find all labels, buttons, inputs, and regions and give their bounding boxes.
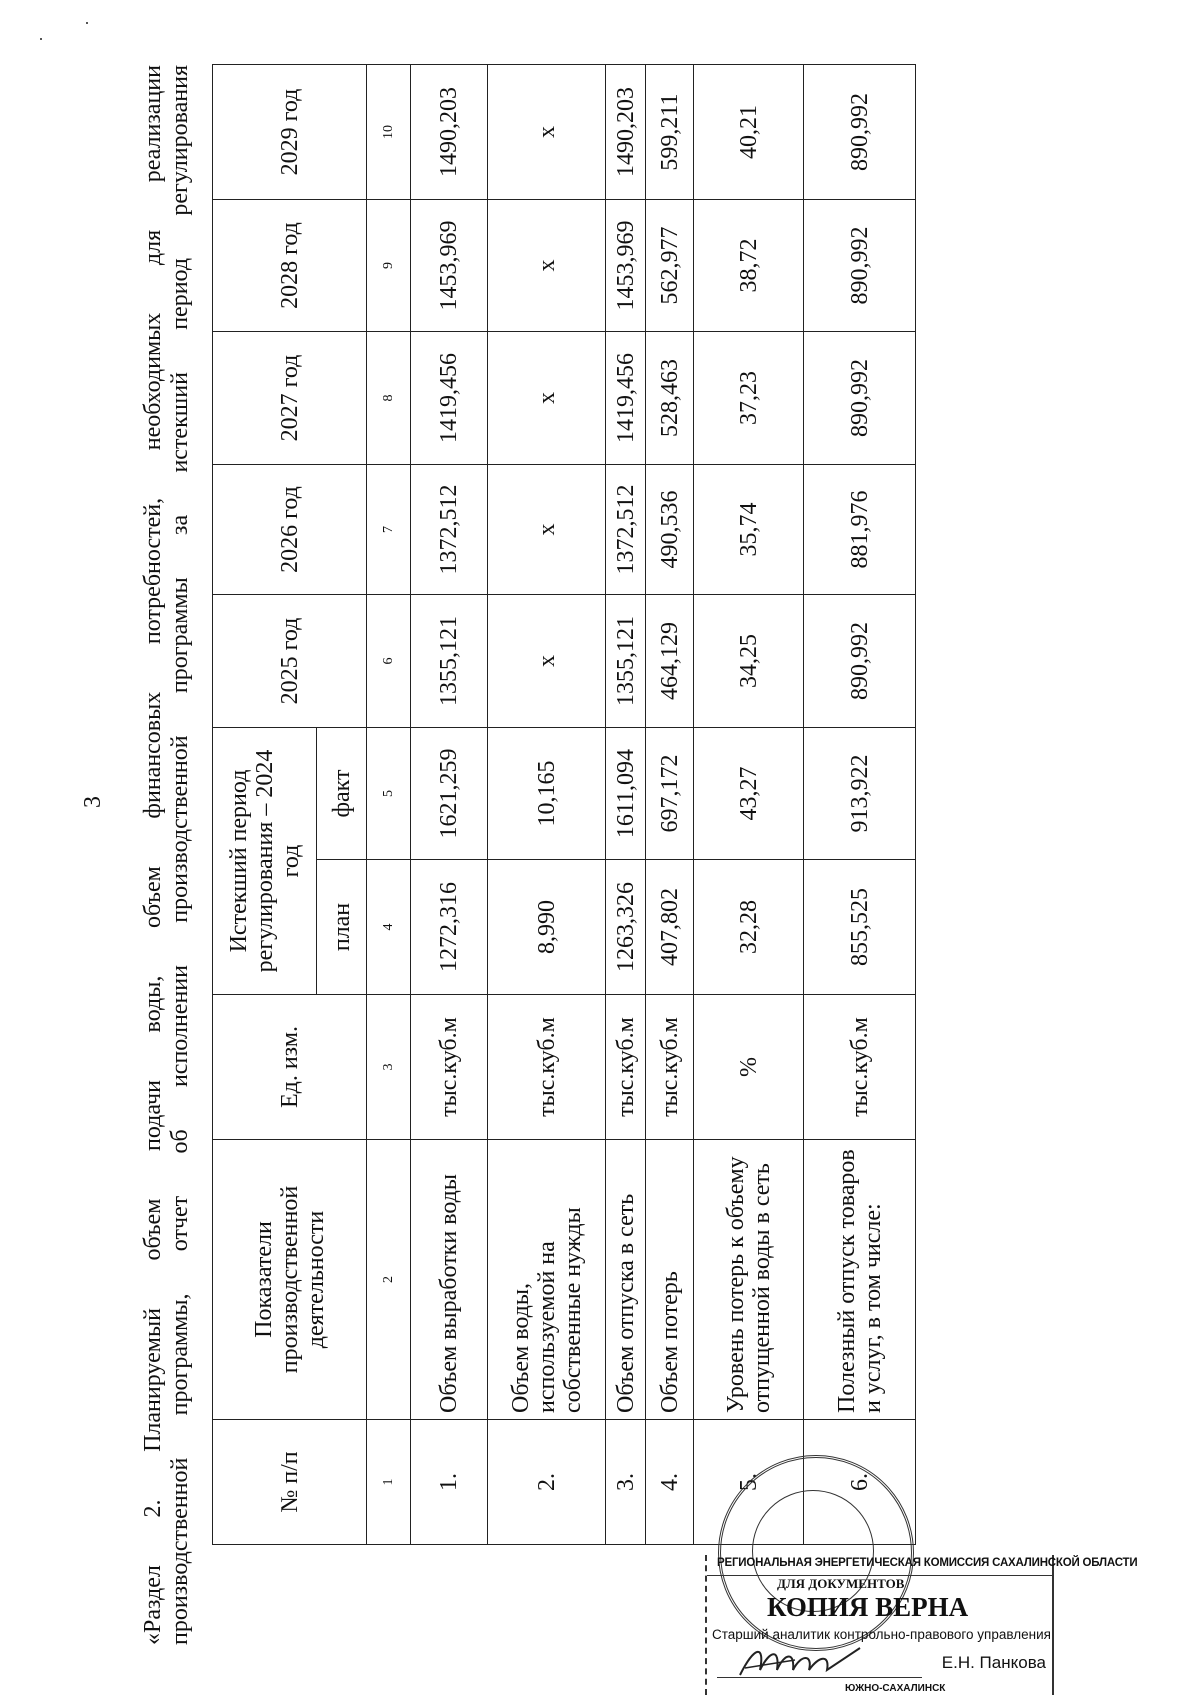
row-2027: 37,23 <box>694 332 804 465</box>
header-2028: 2028 год <box>213 200 367 332</box>
scan-speck <box>40 38 42 40</box>
header-fact: факт <box>317 728 367 860</box>
row-2027: 890,992 <box>804 332 916 465</box>
row-indicator: Объем воды, используемой на собственные нужды <box>488 1140 606 1420</box>
col-number: 1 <box>367 1420 411 1545</box>
row-indicator: Объем потерь <box>646 1140 694 1420</box>
seal-text: ДЛЯ ДОКУМЕНТОВ <box>777 1576 905 1591</box>
row-plan: 407,802 <box>646 860 694 995</box>
header-indicator: Показатели производственной деятельности <box>213 1140 367 1420</box>
row-fact: 1611,094 <box>606 728 646 860</box>
row-2025: 1355,121 <box>606 595 646 728</box>
table-row <box>606 65 646 1545</box>
row-unit: тыс.куб.м <box>411 995 488 1140</box>
row-unit: % <box>694 995 804 1140</box>
stamp-header: КОПИЯ ВЕРНА <box>767 1592 969 1622</box>
row-fact: 1621,259 <box>411 728 488 860</box>
table-row <box>411 65 488 1545</box>
row-num: 5. <box>694 1420 804 1545</box>
row-2025: 1355,121 <box>411 595 488 728</box>
header-2027: 2027 год <box>213 332 367 465</box>
section-title-line-2: производственной программы, отчет об исполнении производственной программы за истекший период регулирования <box>167 65 193 1645</box>
stamp-position: Старший аналитик контрольно-правового управления <box>712 1627 1051 1642</box>
row-fact: 913,922 <box>804 728 916 860</box>
section-title-line-1: «Раздел 2. Планируемый объем подачи воды, объем финансовых потребностей, необходимых для реализации <box>140 65 166 1645</box>
row-2027: 1419,456 <box>411 332 488 465</box>
row-2025: 890,992 <box>804 595 916 728</box>
row-2027: 1419,456 <box>606 332 646 465</box>
table-row <box>804 65 916 1545</box>
row-plan: 855,525 <box>804 860 916 995</box>
row-2026: 1372,512 <box>411 465 488 595</box>
row-2027: 528,463 <box>646 332 694 465</box>
table-row <box>488 65 606 1545</box>
row-indicator: Объем выработки воды <box>411 1140 488 1420</box>
production-program-table <box>212 64 916 1545</box>
header-2025: 2025 год <box>213 595 367 728</box>
row-2029: 40,21 <box>694 65 804 200</box>
col-number: 2 <box>367 1140 411 1420</box>
row-indicator: Полезный отпуск товаров и услуг, в том числе: <box>804 1140 916 1420</box>
row-unit: тыс.куб.м <box>606 995 646 1140</box>
row-2029: 1490,203 <box>606 65 646 200</box>
row-2028: 890,992 <box>804 200 916 332</box>
row-plan: 1272,316 <box>411 860 488 995</box>
header-past-period: Истекший период регулирования – 2024 год <box>213 728 317 995</box>
row-num: 4. <box>646 1420 694 1545</box>
row-plan: 32,28 <box>694 860 804 995</box>
row-plan: 1263,326 <box>606 860 646 995</box>
col-number: 5 <box>367 728 411 860</box>
row-fact: 10,165 <box>488 728 606 860</box>
row-2026: 490,536 <box>646 465 694 595</box>
row-2026: 881,976 <box>804 465 916 595</box>
row-2025: 464,129 <box>646 595 694 728</box>
row-num: 6. <box>804 1420 916 1545</box>
row-2025: х <box>488 595 606 728</box>
table-row <box>694 65 804 1545</box>
col-number: 6 <box>367 595 411 728</box>
row-num: 1. <box>411 1420 488 1545</box>
row-indicator: Уровень потерь к объему отпущенной воды в сеть <box>694 1140 804 1420</box>
row-num: 2. <box>488 1420 606 1545</box>
row-unit: тыс.куб.м <box>488 995 606 1140</box>
seal-city: ЮЖНО-САХАЛИНСК <box>845 1683 946 1694</box>
col-number: 4 <box>367 860 411 995</box>
row-2026: 1372,512 <box>606 465 646 595</box>
header-2029: 2029 год <box>213 65 367 200</box>
row-num: 3. <box>606 1420 646 1545</box>
row-fact: 43,27 <box>694 728 804 860</box>
header-num: № п/п <box>213 1420 367 1545</box>
col-number: 8 <box>367 332 411 465</box>
scan-speck <box>86 22 88 24</box>
row-2027: х <box>488 332 606 465</box>
col-number: 7 <box>367 465 411 595</box>
row-indicator: Объем отпуска в сеть <box>606 1140 646 1420</box>
page-number: 3 <box>80 796 106 808</box>
header-plan: план <box>317 860 367 995</box>
row-unit: тыс.куб.м <box>804 995 916 1140</box>
row-2029: х <box>488 65 606 200</box>
row-2029: 599,211 <box>646 65 694 200</box>
row-unit: тыс.куб.м <box>646 995 694 1140</box>
stamp-signer-name: Е.Н. Панкова <box>941 1653 1046 1672</box>
row-2025: 34,25 <box>694 595 804 728</box>
column-number-row <box>367 65 411 1545</box>
row-2026: х <box>488 465 606 595</box>
table-row <box>646 65 694 1545</box>
row-fact: 697,172 <box>646 728 694 860</box>
row-plan: 8,990 <box>488 860 606 995</box>
handwritten-signature <box>735 1640 865 1680</box>
col-number: 10 <box>367 65 411 200</box>
col-number: 9 <box>367 200 411 332</box>
row-2028: 1453,969 <box>606 200 646 332</box>
row-2029: 1490,203 <box>411 65 488 200</box>
header-row <box>213 65 317 1545</box>
header-unit: Ед. изм. <box>213 995 367 1140</box>
section-title <box>140 65 194 1645</box>
row-2028: 1453,969 <box>411 200 488 332</box>
row-2029: 890,992 <box>804 65 916 200</box>
row-2028: х <box>488 200 606 332</box>
row-2026: 35,74 <box>694 465 804 595</box>
stamp-organization: РЕГИОНАЛЬНАЯ ЭНЕРГЕТИЧЕСКАЯ КОМИССИЯ САХАЛИНСКОЙ ОБЛАСТИ <box>717 1557 1138 1569</box>
row-2028: 38,72 <box>694 200 804 332</box>
col-number: 3 <box>367 995 411 1140</box>
header-2026: 2026 год <box>213 465 367 595</box>
row-2028: 562,977 <box>646 200 694 332</box>
